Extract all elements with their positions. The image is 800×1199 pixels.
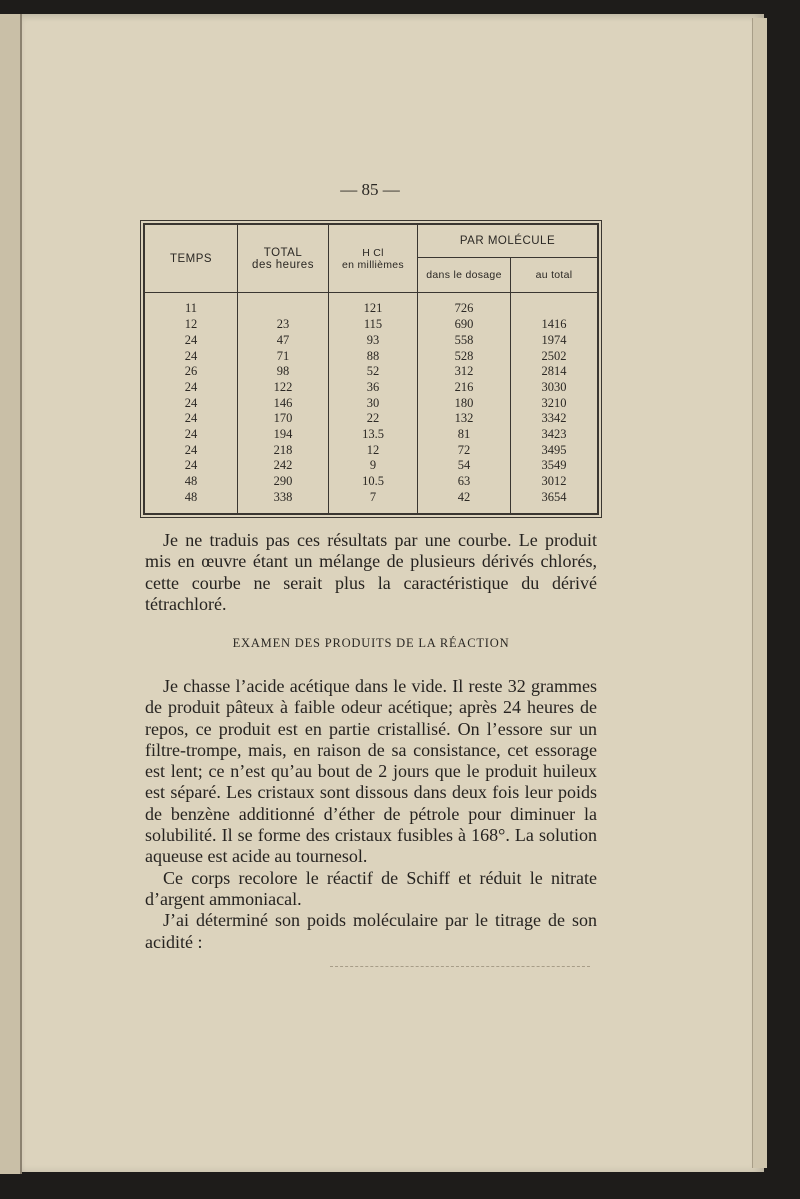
header-dans-le-dosage: dans le dosage <box>418 258 511 293</box>
cell-hcl: 36 <box>329 379 418 395</box>
cell-total: 98 <box>238 364 329 380</box>
header-hcl-line2: en millièmes <box>342 258 404 271</box>
cell-total: 194 <box>238 427 329 443</box>
cell-dosage: 132 <box>418 411 511 427</box>
cell-hcl: 93 <box>329 332 418 348</box>
table-row <box>145 364 597 380</box>
cell-hcl: 121 <box>329 301 418 317</box>
cell-hcl: 12 <box>329 442 418 458</box>
cell-hcl: 22 <box>329 411 418 427</box>
table-body <box>145 293 597 514</box>
page-number: — 85 — <box>340 180 400 199</box>
cell-hcl: 7 <box>329 489 418 505</box>
cell-hcl: 88 <box>329 348 418 364</box>
table-row <box>145 379 597 395</box>
header-par-molecule: PAR MOLÉCULE <box>418 225 598 258</box>
cell-temps: 48 <box>184 474 198 488</box>
table-row <box>145 474 597 490</box>
cell-total: 290 <box>238 474 329 490</box>
cell-temps: 24 <box>184 458 198 473</box>
cell-hcl: 13.5 <box>329 427 418 443</box>
cell-temps: 26 <box>184 364 198 379</box>
cell-total: 242 <box>238 458 329 474</box>
cell-total: 47 <box>238 332 329 348</box>
cell-au-total: 3549 <box>511 458 598 474</box>
cell-temps: 24 <box>184 395 198 410</box>
results-table <box>145 225 597 513</box>
cell-hcl: 30 <box>329 395 418 411</box>
cell-temps: 24 <box>184 379 198 394</box>
table-row <box>145 411 597 427</box>
cell-au-total: 3342 <box>511 411 598 427</box>
cell-au-total: 2502 <box>511 348 598 364</box>
faint-show-through-rule <box>330 966 590 967</box>
cell-au-total: 2814 <box>511 364 598 380</box>
cell-dosage: 42 <box>418 489 511 505</box>
cell-temps: 11 <box>184 301 198 316</box>
table-row <box>145 442 597 458</box>
cell-au-total <box>511 301 598 317</box>
header-total-line1: TOTAL <box>263 246 303 259</box>
cell-total: 170 <box>238 411 329 427</box>
cell-au-total: 3030 <box>511 379 598 395</box>
cell-dosage: 528 <box>418 348 511 364</box>
table-row <box>145 489 597 505</box>
paragraph-examen <box>145 676 597 953</box>
cell-dosage: 63 <box>418 474 511 490</box>
table-row <box>145 458 597 474</box>
cell-hcl: 9 <box>329 458 418 474</box>
cell-total: 218 <box>238 442 329 458</box>
cell-total: 71 <box>238 348 329 364</box>
paragraph-text: Je ne traduis pas ces résultats par une courbe. Le produit mis en œuvre étant un mélange de plusieurs dérivés chlorés, cette courbe ne serait plus la caractéristique du dérivé tétrachloré. <box>145 530 597 614</box>
cell-dosage: 54 <box>418 458 511 474</box>
page-stack-edge <box>752 18 767 1168</box>
cell-total: 338 <box>238 489 329 505</box>
table-row <box>145 317 597 333</box>
header-total-line2: des heures <box>252 258 314 271</box>
cell-total: 23 <box>238 317 329 333</box>
cell-dosage: 690 <box>418 317 511 333</box>
cell-dosage: 180 <box>418 395 511 411</box>
cell-dosage: 558 <box>418 332 511 348</box>
table-row <box>145 427 597 443</box>
cell-au-total: 3423 <box>511 427 598 443</box>
paragraph-text: Ce corps recolore le réactif de Schiff et réduit le nitrate d’argent ammoniacal. <box>145 867 597 909</box>
cell-temps: 24 <box>184 426 198 441</box>
cell-dosage: 216 <box>418 379 511 395</box>
cell-au-total: 3495 <box>511 442 598 458</box>
paragraph-courbe <box>145 530 597 615</box>
cell-temps: 24 <box>184 442 198 457</box>
cell-hcl: 10.5 <box>329 474 418 490</box>
cell-au-total: 3210 <box>511 395 598 411</box>
cell-temps: 12 <box>184 317 198 332</box>
cell-total <box>238 301 329 317</box>
cell-dosage: 81 <box>418 427 511 443</box>
cell-total: 146 <box>238 395 329 411</box>
cell-dosage: 72 <box>418 442 511 458</box>
cell-total: 122 <box>238 379 329 395</box>
cell-au-total: 1416 <box>511 317 598 333</box>
cell-temps: 24 <box>184 348 198 363</box>
table-row <box>145 301 597 317</box>
cell-au-total: 3654 <box>511 489 598 505</box>
table-row <box>145 348 597 364</box>
cell-temps: 24 <box>184 332 198 347</box>
header-temps: TEMPS <box>145 225 238 293</box>
paragraph-text: J’ai déterminé son poids moléculaire par le titrage de son acidité : <box>145 910 597 952</box>
header-hcl-line1: H Cl <box>362 246 384 259</box>
previous-page-edge <box>0 14 22 1174</box>
cell-dosage: 726 <box>418 301 511 317</box>
header-hcl <box>329 225 418 293</box>
header-au-total: au total <box>511 258 598 293</box>
cell-dosage: 312 <box>418 364 511 380</box>
cell-hcl: 115 <box>329 317 418 333</box>
results-table-frame <box>143 223 599 515</box>
cell-temps: 48 <box>184 489 198 504</box>
cell-hcl: 52 <box>329 364 418 380</box>
section-title: EXAMEN DES PRODUITS DE LA RÉACTION <box>232 636 510 650</box>
cell-au-total: 3012 <box>511 474 598 490</box>
header-total <box>238 225 329 293</box>
table-row <box>145 332 597 348</box>
paragraph-text: Je chasse l’acide acétique dans le vide. Il reste 32 grammes de produit pâteux à faible odeur acétique; après 24 heures de repos, ce produit est en partie cristallisé. On l’essore sur un filtre-trompe, mais, en raison de sa consistance, cet essorage est lent; ce n’est qu’au bout de 2 jours que le produit huileux est séparé. Les cristaux sont dissous dans deux fois leur poids de benzène additionné d’éther de pétrole pour diminuer la solubilité. Il se forme des cristaux fusibles à 168°. La solution aqueuse est acide au tournesol. <box>145 676 597 867</box>
cell-au-total: 1974 <box>511 332 598 348</box>
table-row <box>145 395 597 411</box>
cell-temps: 24 <box>184 411 198 426</box>
